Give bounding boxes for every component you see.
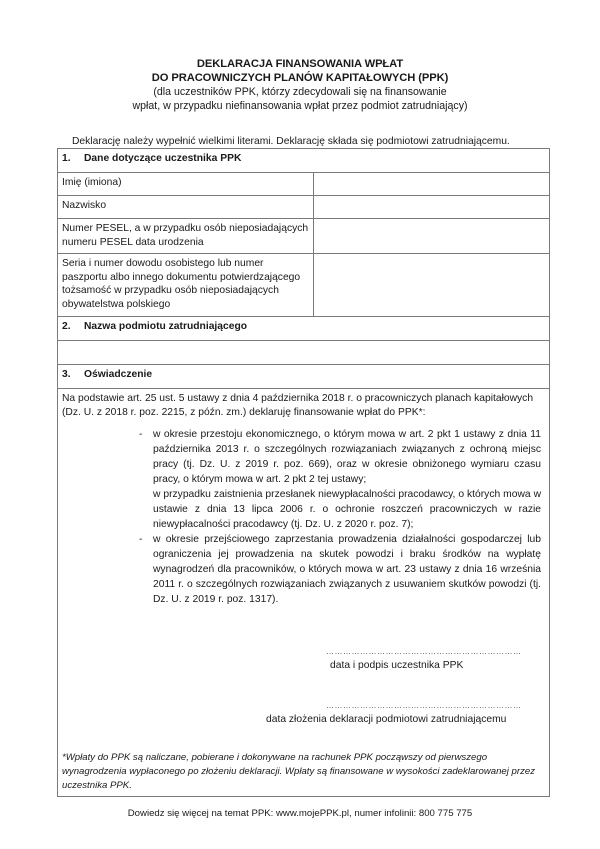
section-number: 3. xyxy=(62,369,71,380)
submission-date-line[interactable]: …………………………………………………………… xyxy=(326,701,522,711)
section-3-header xyxy=(58,365,550,389)
instruction-text: Deklarację należy wypełnić wielkimi literami. Deklarację składa się podmiotowi zatrudniającemu. xyxy=(72,136,510,147)
section-title: Oświadczenie xyxy=(84,369,153,380)
section-title: Dane dotyczące uczestnika PPK xyxy=(84,153,242,164)
id-document-label: Seria i numer dowodu osobistego lub numer paszportu albo innego dokumentu potwierdzającego tożsamość w przypadku osób nieposiadających obywatelstwa polskiego xyxy=(58,254,314,317)
section-number: 2. xyxy=(62,321,71,332)
employer-name-field[interactable] xyxy=(58,341,550,365)
statement-bullet xyxy=(62,427,545,532)
section-number: 1. xyxy=(62,153,71,164)
dash-marker: - xyxy=(139,429,143,441)
declaration-form-table xyxy=(57,148,550,797)
dash-marker: - xyxy=(139,534,143,546)
last-name-label: Nazwisko xyxy=(58,196,314,219)
pesel-field[interactable] xyxy=(314,219,550,254)
pesel-label: Numer PESEL, a w przypadku osób nieposiadających numeru PESEL data urodzenia xyxy=(58,219,314,254)
footnote: *Wpłaty do PPK są naliczane, pobierane i dokonywane na rachunek PPK począwszy od pierwszego wynagrodzenia wypłaconego po złożeniu deklaracji. Wpłaty są finansowane w wysokości zadeklarowanej przez uczestnika PPK. xyxy=(62,752,536,792)
statement-bullet xyxy=(62,532,545,607)
id-document-field[interactable] xyxy=(314,254,550,317)
document-header xyxy=(0,57,600,113)
subtitle-line-2: wpłat, w przypadku niefinansowania wpłat przez podmiot zatrudniający) xyxy=(132,100,468,112)
statement-bullets xyxy=(62,427,545,607)
statement-intro: Na podstawie art. 25 ust. 5 ustawy z dnia 4 października 2018 r. o pracowniczych planach kapitałowych (Dz. U. z 2018 r. poz. 2215, z późn. zm.) deklaruję finansowanie wpłat do PPK*: xyxy=(62,393,534,419)
bullet-text: w okresie przejściowego zaprzestania prowadzenia działalności gospodarczej lub ograniczenia jej prowadzenia na skutek powodzi i braku środków na wypłatę wynagrodzeń dla pracowników, o których mowa w art. 23 ustawy z dnia 16 września 2011 r. o szczególnych rozwiązaniach związanych z usuwaniem skutków powodzi (tj. Dz. U. z 2019 r. poz. 1317). xyxy=(153,534,541,606)
section-1-header xyxy=(58,149,550,173)
signature-caption: data i podpis uczestnika PPK xyxy=(330,660,464,672)
title-line-1: DEKLARACJA FINANSOWANIA WPŁAT xyxy=(196,58,404,70)
submission-date-caption: data złożenia deklaracji podmiotowi zatrudniającemu xyxy=(266,714,507,726)
first-name-label: Imię (imiona) xyxy=(58,173,314,196)
statement-body xyxy=(58,389,550,797)
page-footer: Dowiedz się więcej na temat PPK: www.mojePPK.pl, numer infolinii: 800 775 775 xyxy=(127,808,473,819)
signature-area xyxy=(62,607,545,727)
bullet-text: w okresie przestoju ekonomicznego, o którym mowa w art. 2 pkt 1 ustawy z dnia 11 października 2013 r. o szczególnych rozwiązaniach związanych z ochroną miejsc pracy (tj. Dz. U. z 2019 r. poz. 669), oraz w okresie obniżonego wymiaru czasu pracy, o którym mowa w art. 2 pkt 2 tej ustawy; xyxy=(153,429,541,486)
subtitle-line-1: (dla uczestników PPK, którzy zdecydowali się na finansowanie xyxy=(153,86,447,98)
first-name-field[interactable] xyxy=(314,173,550,196)
signature-line[interactable]: …………………………………………………………… xyxy=(326,647,522,657)
last-name-field[interactable] xyxy=(314,196,550,219)
title-line-2: DO PRACOWNICZYCH PLANÓW KAPITAŁOWYCH (PPK) xyxy=(151,72,449,84)
section-title: Nazwa podmiotu zatrudniającego xyxy=(84,321,248,332)
section-2-header xyxy=(58,317,550,341)
bullet-extra-text: w przypadku zaistnienia przesłanek niewypłacalności pracodawcy, o których mowa w ustawie z dnia 13 lipca 2006 r. o ochronie roszczeń pracowniczych w razie niewypłacalności pracodawcy (tj. Dz. U. z 2020 r. poz. 7); xyxy=(153,489,541,531)
